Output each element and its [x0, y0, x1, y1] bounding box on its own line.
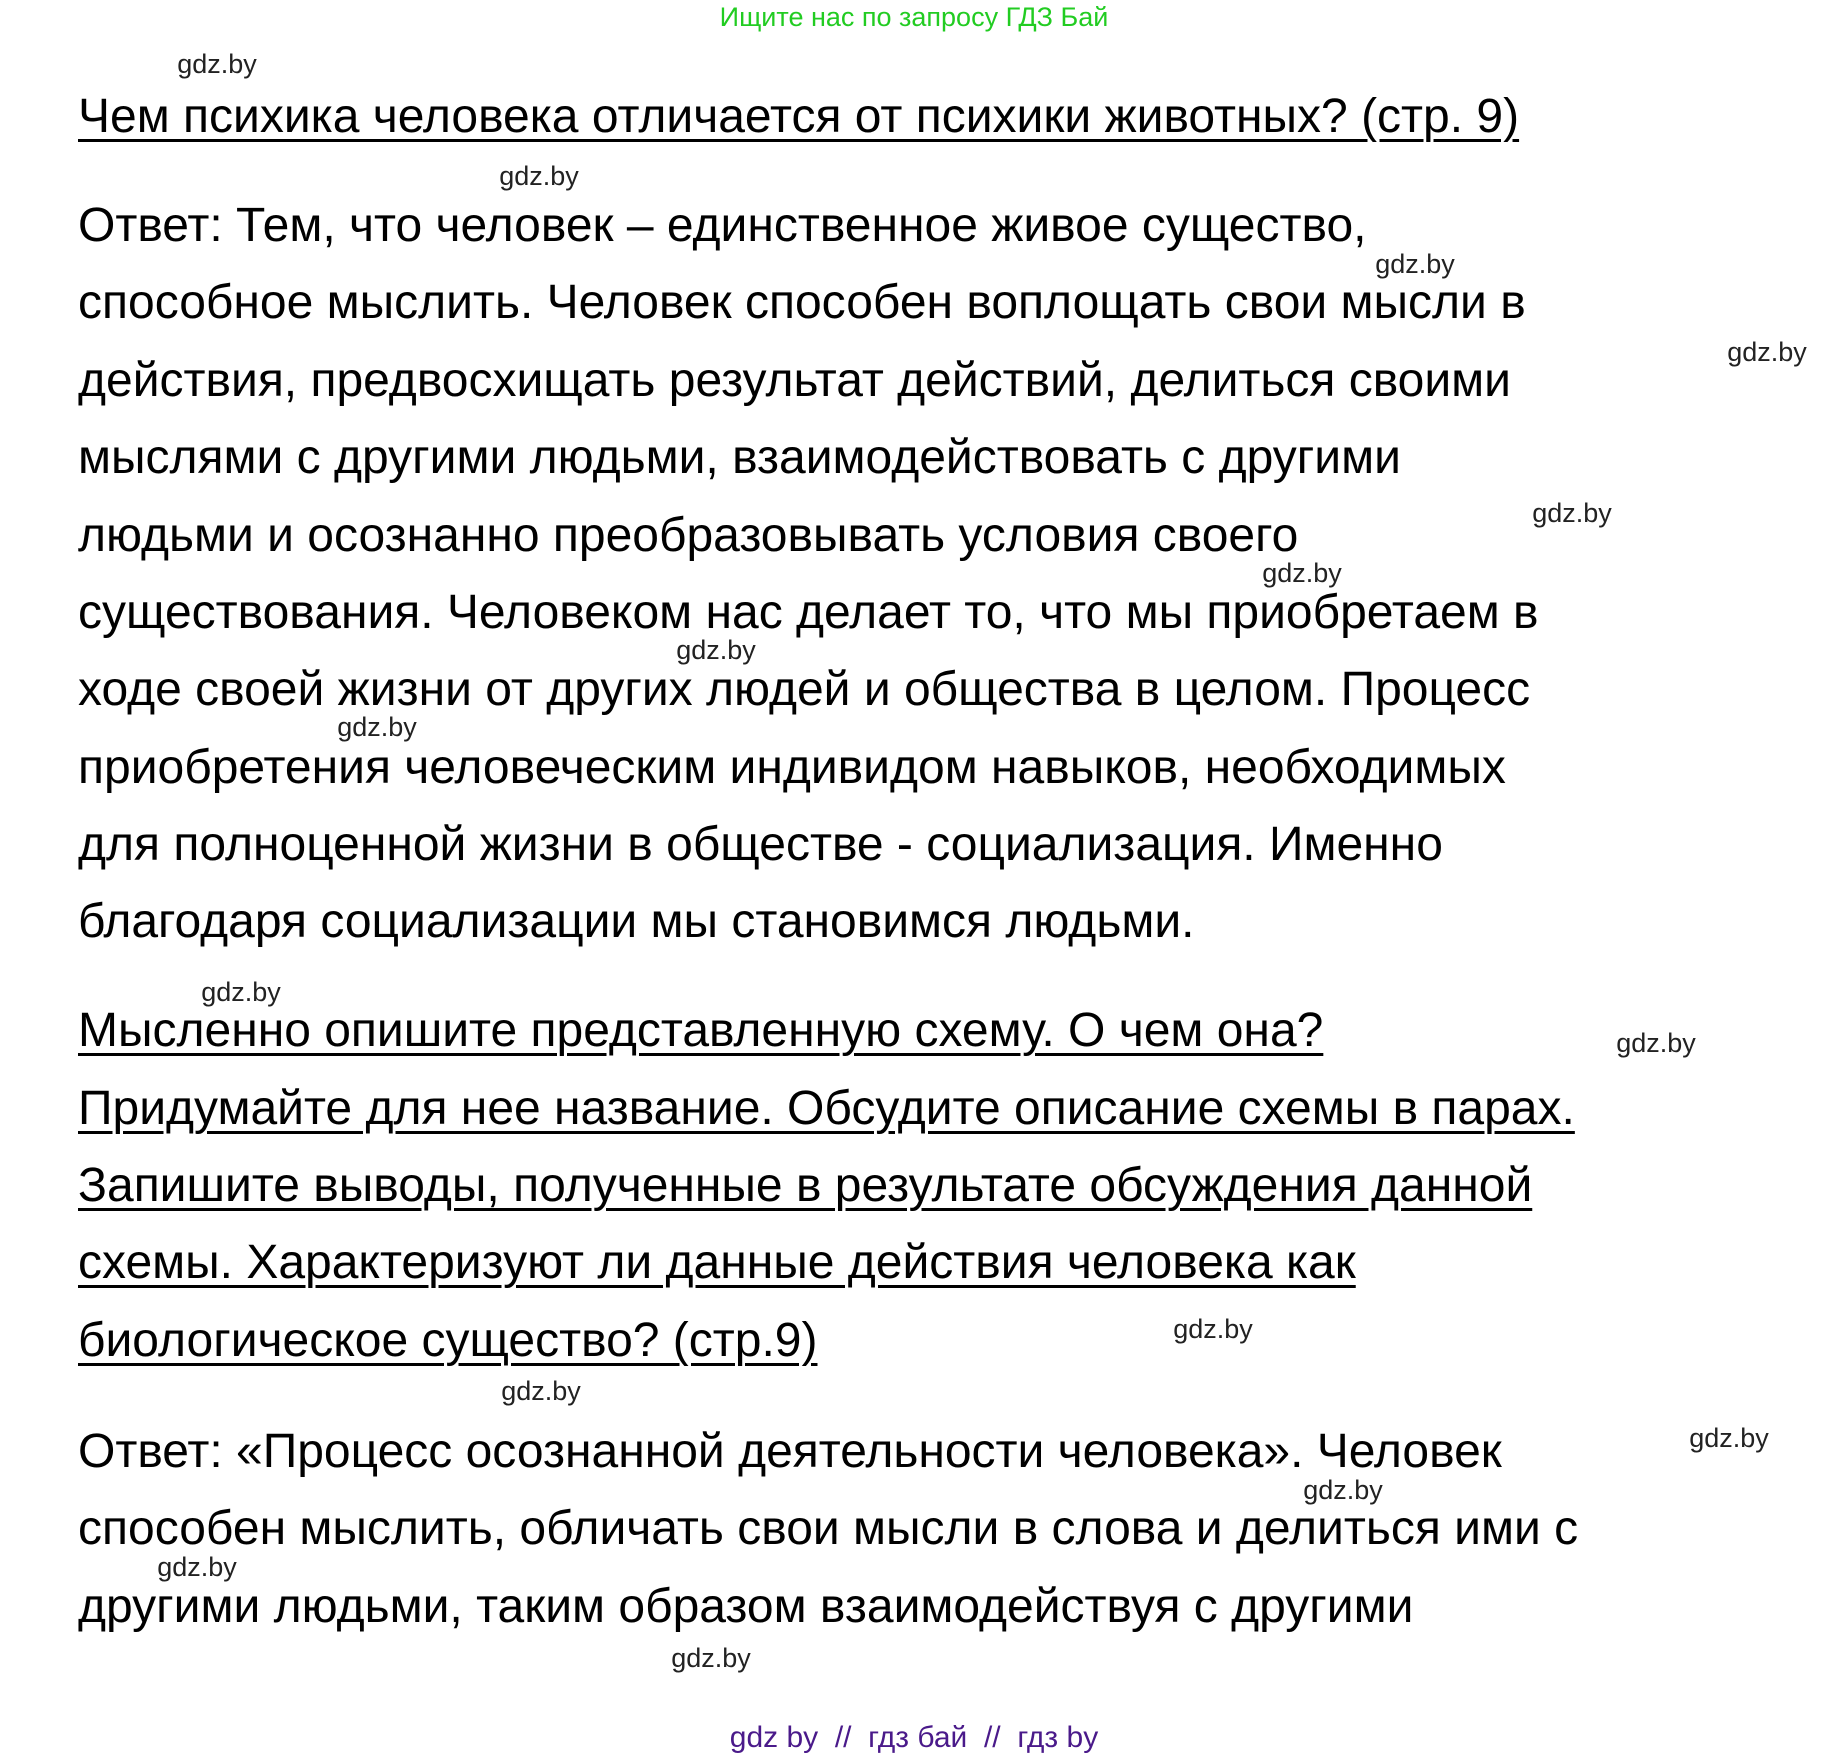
- watermark: gdz.by: [1173, 1314, 1253, 1344]
- answer-2-line: способен мыслить, обличать свои мысли в слова и делиться ими с: [78, 1502, 1579, 1555]
- answer-1-line: способное мыслить. Человек способен воплощать свои мысли в: [78, 276, 1526, 329]
- question-2-line: Мысленно опишите представленную схему. О чем она?: [78, 1004, 1324, 1057]
- watermark: gdz.by: [337, 712, 417, 742]
- watermark: gdz.by: [1532, 498, 1612, 528]
- watermark: gdz.by: [201, 977, 281, 1007]
- answer-1-line: приобретения человеческим индивидом навыков, необходимых: [78, 741, 1506, 794]
- answer-2-line: другими людьми, таким образом взаимодействуя с другими: [78, 1580, 1414, 1633]
- watermark: gdz.by: [501, 1376, 581, 1406]
- search-banner: Ищите нас по запросу ГДЗ Бай: [719, 2, 1109, 32]
- watermark: gdz.by: [671, 1643, 751, 1673]
- answer-1-line: ходе своей жизни от других людей и общества в целом. Процесс: [78, 663, 1531, 716]
- answer-1-line: благодаря социализации мы становимся людьми.: [78, 895, 1195, 948]
- watermark: gdz.by: [1689, 1423, 1769, 1453]
- question-2-line: биологическое существо? (стр.9): [78, 1314, 818, 1367]
- answer-2-line: Ответ: «Процесс осознанной деятельности человека». Человек: [78, 1425, 1502, 1478]
- watermark: gdz.by: [676, 635, 756, 665]
- watermark: gdz.by: [1727, 337, 1807, 367]
- answer-1-line: людьми и осознанно преобразовывать условия своего: [78, 509, 1299, 562]
- watermark: gdz.by: [1262, 558, 1342, 588]
- question-2-line: Придумайте для нее название. Обсудите описание схемы в парах.: [78, 1082, 1575, 1135]
- answer-1-line: мыслями с другими людьми, взаимодействовать с другими: [78, 431, 1401, 484]
- question-1-line: Чем психика человека отличается от психики животных? (стр. 9): [78, 90, 1520, 143]
- watermark: gdz.by: [157, 1552, 237, 1582]
- answer-1-line: существования. Человеком нас делает то, что мы приобретаем в: [78, 586, 1539, 639]
- footer-links: gdz by // гдз бай // гдз by: [729, 1721, 1099, 1754]
- watermark: gdz.by: [1375, 249, 1455, 279]
- answer-1-line: для полноценной жизни в обществе - социализация. Именно: [78, 818, 1443, 871]
- watermark: gdz.by: [177, 49, 257, 79]
- question-2-line: схемы. Характеризуют ли данные действия человека как: [78, 1236, 1356, 1289]
- answer-1-line: Ответ: Тем, что человек – единственное живое существо,: [78, 199, 1367, 252]
- watermark: gdz.by: [499, 161, 579, 191]
- answer-1-line: действия, предвосхищать результат действий, делиться своими: [78, 354, 1511, 407]
- question-2-line: Запишите выводы, полученные в результате обсуждения данной: [78, 1159, 1533, 1212]
- watermark: gdz.by: [1303, 1475, 1383, 1505]
- watermark: gdz.by: [1616, 1028, 1696, 1058]
